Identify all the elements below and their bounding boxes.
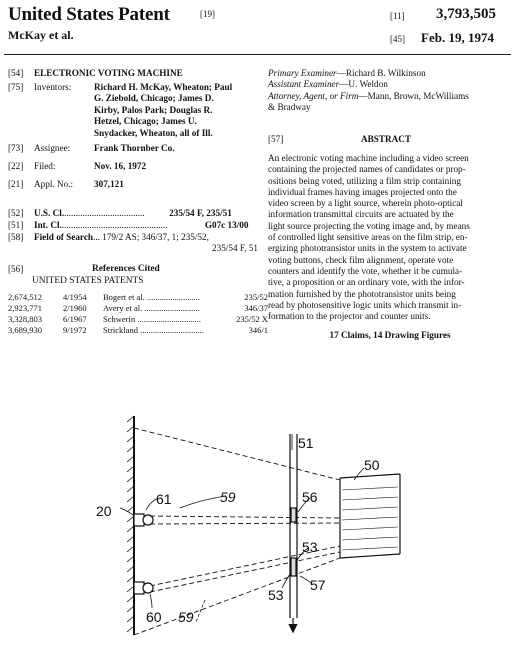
field-code: [21] bbox=[8, 179, 24, 189]
attorney-cont: & Bradway bbox=[268, 101, 311, 112]
projection-rays bbox=[134, 428, 340, 635]
inventors-short: McKay et al. bbox=[8, 28, 74, 42]
field-code: [51] bbox=[8, 220, 24, 230]
header-divider bbox=[4, 54, 511, 55]
field-code: [22] bbox=[8, 161, 24, 171]
abstract-line: formation to the projector and counter units. bbox=[268, 311, 431, 322]
patent-heading: United States Patent bbox=[8, 4, 170, 25]
ref-date: 4/1954 bbox=[63, 292, 87, 302]
abstract-line: of controlled light sensitive areas on the film strip, en- bbox=[268, 232, 468, 243]
inventor-line: G. Ziebold, Chicago; James D. bbox=[94, 93, 214, 104]
screen-hatching bbox=[127, 416, 134, 632]
ref-name: Strickland .............................. bbox=[103, 325, 204, 335]
reference-row bbox=[8, 314, 268, 325]
patent-drawing bbox=[0, 390, 519, 654]
us-class-dots: ................................... bbox=[64, 208, 145, 218]
ref-class: 346/37 bbox=[244, 303, 268, 313]
filed-value: Nov. 16, 1972 bbox=[94, 161, 147, 171]
abstract-line: ositions being voted, utilizing a film strip containing bbox=[268, 175, 461, 186]
reference-row bbox=[8, 325, 268, 336]
label-53: 53 bbox=[302, 539, 318, 555]
attorney-label: Attorney, Agent, or Firm bbox=[268, 90, 359, 101]
ref-number: 3,689,930 bbox=[8, 325, 42, 335]
date-code: [45] bbox=[390, 34, 405, 44]
assistant-examiner-label: Assistant Examiner bbox=[268, 79, 340, 90]
abstract-code: [57] bbox=[268, 134, 284, 144]
label-20: 20 bbox=[96, 503, 112, 519]
reference-row bbox=[8, 303, 268, 314]
patent-number-code: [11] bbox=[390, 11, 405, 21]
int-class-label: Int. Cl. bbox=[34, 220, 62, 230]
abstract-title: ABSTRACT bbox=[361, 134, 412, 144]
bibliographic-data bbox=[8, 68, 268, 358]
ref-number: 2,923,771 bbox=[8, 303, 42, 313]
inventors-list bbox=[94, 82, 232, 139]
references-title: References Cited bbox=[92, 264, 160, 274]
appl-value: 307,121 bbox=[94, 179, 124, 189]
field-of-search-label: Field of Search bbox=[34, 232, 94, 242]
assignee-value: Frank Thornber Co. bbox=[94, 143, 175, 153]
ref-class: 346/1 bbox=[248, 325, 268, 335]
field-code: [75] bbox=[8, 82, 24, 92]
abstract-line: light source projecting the voting image and, by means bbox=[268, 220, 470, 231]
patent-date: Feb. 19, 1974 bbox=[421, 30, 494, 45]
ref-number: 2,674,512 bbox=[8, 292, 42, 302]
references-subtitle: UNITED STATES PATENTS bbox=[32, 276, 144, 286]
ref-name: Bogert et al. ......................... bbox=[103, 292, 201, 302]
patent-number: 3,793,505 bbox=[436, 6, 496, 22]
film-strip bbox=[290, 434, 297, 618]
inventor-line: Snydacker, Wheaton, all of Ill. bbox=[94, 127, 213, 138]
examiners-block bbox=[268, 68, 512, 113]
ref-date: 6/1967 bbox=[63, 314, 87, 324]
inventor-line: Hetzel, Chicago; James U. bbox=[94, 116, 197, 127]
label-53: 53 bbox=[268, 587, 284, 603]
reference-row bbox=[8, 292, 268, 303]
ref-class: 235/52 X bbox=[236, 314, 268, 324]
abstract-line: voting buttons, check film alignment, operate vote bbox=[268, 254, 454, 265]
label-51: 51 bbox=[298, 435, 314, 451]
int-class-value: G07c 13/00 bbox=[204, 220, 249, 230]
claims-count: 17 Claims, 14 Drawing Figures bbox=[329, 330, 451, 341]
ref-name: Avery et al. .......................... bbox=[103, 303, 200, 313]
phototransistor-60 bbox=[134, 582, 153, 594]
field-of-search-value-2: 235/54 F, 51 bbox=[212, 243, 258, 254]
field-of-search bbox=[34, 232, 258, 254]
assignee-label: Assignee: bbox=[34, 143, 71, 153]
field-code: [56] bbox=[8, 264, 24, 274]
ref-class: 235/52 bbox=[244, 292, 268, 302]
field-code: [73] bbox=[8, 143, 24, 153]
filed-label: Filed: bbox=[34, 161, 56, 171]
label-59: 59 bbox=[178, 609, 194, 625]
abstract-line: information transmittal circuits are actuated by the bbox=[268, 209, 454, 220]
appl-label: Appl. No.: bbox=[34, 179, 74, 189]
invention-title: ELECTRONIC VOTING MACHINE bbox=[34, 68, 183, 78]
abstract-line: ergizing phototransistor units in the system to activate bbox=[268, 243, 467, 254]
abstract-line: mation furnished by the phototransistor units being bbox=[268, 288, 456, 299]
field-code: [54] bbox=[8, 68, 24, 78]
int-class-dots: .............................................. bbox=[61, 220, 168, 230]
label-60: 60 bbox=[146, 609, 162, 625]
primary-examiner: —Richard B. Wilkinson bbox=[336, 68, 426, 78]
abstract-body bbox=[268, 153, 512, 322]
assistant-examiner: —U. Weldon bbox=[339, 79, 388, 90]
label-61: 61 bbox=[156, 491, 172, 507]
field-of-search-value: ... 179/2 AS; 346/37, 1; 235/52, bbox=[93, 232, 209, 242]
ref-date: 9/1972 bbox=[63, 325, 87, 335]
inventors-label: Inventors: bbox=[34, 82, 72, 92]
abstract-line: An electronic voting machine including a video screen bbox=[268, 153, 469, 163]
label-50: 50 bbox=[364, 457, 380, 473]
field-code: [58] bbox=[8, 232, 24, 242]
us-class-label: U.S. Cl. bbox=[34, 208, 65, 218]
abstract-line: read by photosensitive logic units which transmit in- bbox=[268, 299, 462, 310]
primary-examiner-label: Primary Examiner bbox=[268, 68, 337, 78]
ref-date: 2/1960 bbox=[63, 303, 87, 313]
label-56: 56 bbox=[302, 489, 318, 505]
abstract-line: tive, a proposition or an ordinary vote, with the infor- bbox=[268, 277, 465, 288]
heading-code: [19] bbox=[200, 9, 215, 19]
field-code: [52] bbox=[8, 208, 24, 218]
abstract-section bbox=[268, 134, 512, 342]
label-57: 57 bbox=[310, 577, 326, 593]
us-class-value: 235/54 F, 235/51 bbox=[169, 208, 232, 218]
abstract-line: video screen by a light source, wherein photo-optical bbox=[268, 198, 463, 209]
attorney: —Mann, Brown, McWilliams bbox=[358, 90, 469, 101]
inventor-line: Kirby, Palos Park; Douglas R. bbox=[94, 104, 213, 115]
abstract-line: containing the projected names of candidates or prop- bbox=[268, 164, 466, 175]
inventor-line: Richard H. McKay, Wheaton; Paul bbox=[94, 82, 233, 92]
abstract-line: individual frames having images projected onto the bbox=[268, 186, 457, 197]
ref-name: Schwerin .............................. bbox=[103, 314, 201, 324]
ref-number: 3,328,803 bbox=[8, 314, 42, 324]
phototransistor-61 bbox=[134, 514, 153, 526]
abstract-line: counters and identify the vote, whether it be cumula- bbox=[268, 265, 463, 276]
projector-body bbox=[340, 474, 400, 558]
label-59: 59 bbox=[220, 489, 236, 505]
